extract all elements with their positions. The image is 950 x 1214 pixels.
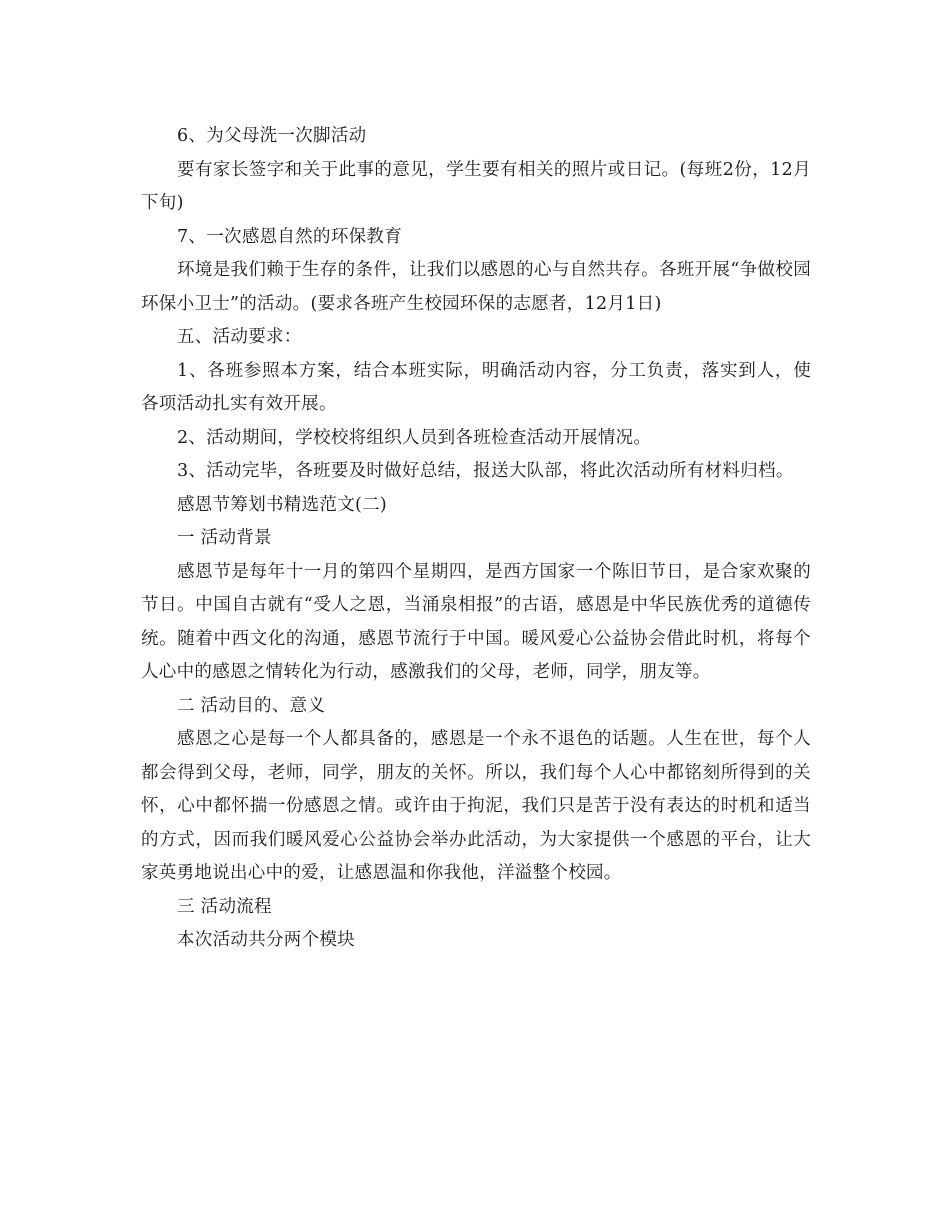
paragraph: 3、活动完毕，各班要及时做好总结，报送大队部，将此次活动所有材料归档。 xyxy=(177,461,794,481)
paragraph: 环境是我们赖于生存的条件，让我们以感恩的心与自然共存。各班开展“争做校园环保小卫士”的活动。(要求各班产生校园环保的志愿者，12月1日) xyxy=(141,260,811,314)
document-body xyxy=(141,120,811,958)
document-subtitle: 感恩节筹划书精选范文(二) xyxy=(177,494,388,515)
section-heading: 二 活动目的、意义 xyxy=(177,695,326,716)
section-heading: 三 活动流程 xyxy=(177,896,272,917)
paragraph: 要有家长签字和关于此事的意见，学生要有相关的照片或日记。(每班2份，12月下旬) xyxy=(141,159,811,213)
paragraph-item-heading: 7、一次感恩自然的环保教育 xyxy=(177,226,403,247)
paragraph-item-heading: 6、为父母洗一次脚活动 xyxy=(177,126,367,146)
paragraph: 本次活动共分两个模块 xyxy=(177,930,355,950)
section-heading: 一 活动背景 xyxy=(177,528,272,548)
paragraph: 感恩之心是每一个人都具备的，感恩是一个永不退色的话题。人生在世，每个人都会得到父母，老师，同学，朋友的关怀。所以，我们每个人心中都铭刻所得到的关怀，心中都怀揣一份感恩之情。或许由于拘泥，我们只是苦于没有表达的时机和适当的方式，因而我们暖风爱心公益协会举办此活动，为大家提供一个感恩的平台，让大家英勇地说出心中的爱，让感恩温和你我他，洋溢整个校园。 xyxy=(141,729,811,883)
paragraph: 1、各班参照本方案，结合本班实际，明确活动内容，分工负责，落实到人，使各项活动扎实有效开展。 xyxy=(141,360,811,414)
paragraph: 2、活动期间，学校校将组织人员到各班检查活动开展情况。 xyxy=(177,427,652,448)
section-heading: 五、活动要求： xyxy=(177,327,302,347)
paragraph: 感恩节是每年十一月的第四个星期四，是西方国家一个陈旧节日，是合家欢聚的节日。中国自古就有“受人之恩，当涌泉相报”的古语，感恩是中华民族优秀的道德传统。随着中西文化的沟通，感恩节流行于中国。暖风爱心公益协会借此时机，将每个人心中的感恩之情转化为行动，感激我们的父母，老师，同学，朋友等。 xyxy=(141,561,811,682)
